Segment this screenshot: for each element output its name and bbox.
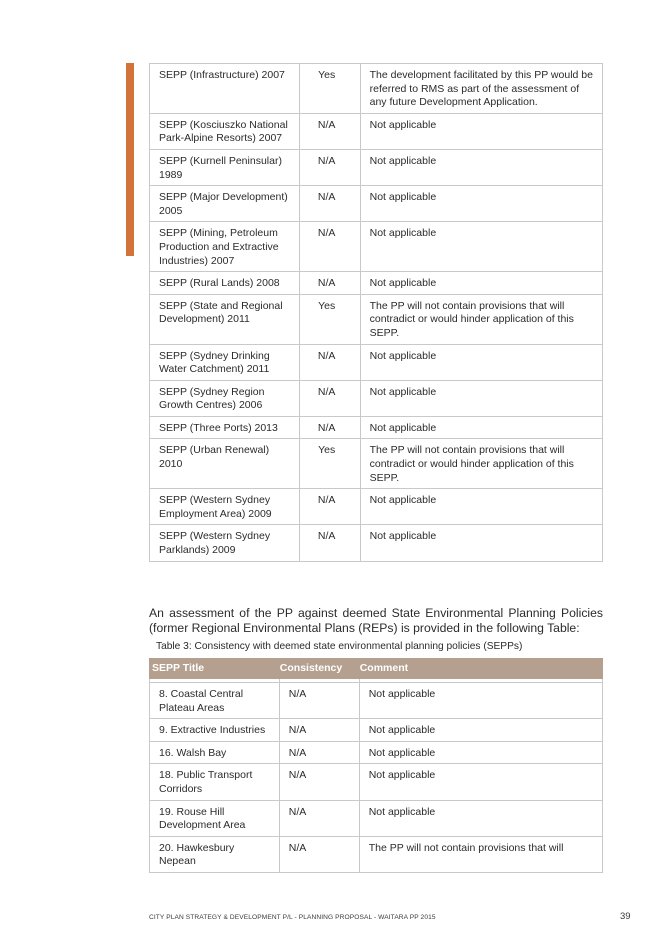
policy-cell: SEPP (Major Development) 2005 (150, 186, 300, 222)
table-row (150, 222, 603, 272)
comment-cell: Not applicable (360, 113, 602, 149)
policy-cell: 16. Walsh Bay (150, 741, 280, 764)
table-row (150, 764, 603, 800)
policy-cell: SEPP (Kurnell Peninsular) 1989 (150, 149, 300, 185)
consistency-cell: N/A (299, 272, 360, 295)
table-row (150, 416, 603, 439)
consistency-cell: Yes (299, 439, 360, 489)
comment-cell: Not applicable (359, 800, 602, 836)
comment-cell: Not applicable (360, 380, 602, 416)
sepp-consistency-table (149, 63, 603, 562)
table-row (150, 683, 603, 719)
table-row (150, 525, 603, 561)
policy-cell: SEPP (Sydney Region Growth Centres) 2006 (150, 380, 300, 416)
table-row (150, 64, 603, 114)
policy-cell: SEPP (Infrastructure) 2007 (150, 64, 300, 114)
table-row (150, 489, 603, 525)
comment-cell: The development facilitated by this PP would be referred to RMS as part of the assessment of any future Development Application. (360, 64, 602, 114)
table-row (150, 186, 603, 222)
assessment-paragraph: An assessment of the PP against deemed State Environmental Planning Policies (former Regional Environmental Plans (REPs) is provided in the following Table: (149, 606, 603, 636)
comment-cell: The PP will not contain provisions that will contradict or would hinder application of this SEPP. (360, 439, 602, 489)
policy-cell: SEPP (Western Sydney Employment Area) 2009 (150, 489, 300, 525)
consistency-cell: N/A (279, 764, 359, 800)
deemed-sepp-table (149, 658, 603, 873)
comment-cell: Not applicable (359, 764, 602, 800)
comment-cell: Not applicable (360, 186, 602, 222)
table-row (150, 439, 603, 489)
header-comment: Comment (359, 659, 602, 679)
consistency-cell: N/A (279, 683, 359, 719)
policy-cell: 20. Hawkesbury Nepean (150, 836, 280, 872)
policy-cell: SEPP (Western Sydney Parklands) 2009 (150, 525, 300, 561)
table-row (150, 380, 603, 416)
policy-cell: SEPP (State and Regional Development) 2011 (150, 294, 300, 344)
comment-cell: The PP will not contain provisions that will (359, 836, 602, 872)
consistency-cell: N/A (299, 344, 360, 380)
consistency-cell: N/A (299, 525, 360, 561)
comment-cell: Not applicable (360, 525, 602, 561)
consistency-cell: Yes (299, 64, 360, 114)
table-header-row (150, 659, 603, 679)
policy-cell: SEPP (Sydney Drinking Water Catchment) 2011 (150, 344, 300, 380)
consistency-cell: N/A (279, 800, 359, 836)
table-row (150, 719, 603, 742)
consistency-cell: N/A (299, 186, 360, 222)
comment-cell: Not applicable (360, 489, 602, 525)
table-caption: Table 3: Consistency with deemed state environmental planning policies (SEPPs) (156, 641, 523, 652)
section-accent-bar (126, 63, 134, 256)
comment-cell: Not applicable (360, 222, 602, 272)
page-footer: CITY PLAN STRATEGY & DEVELOPMENT P/L - PLANNING PROPOSAL - WAITARA PP 2015 (149, 914, 436, 921)
table-row (150, 149, 603, 185)
consistency-cell: N/A (279, 836, 359, 872)
policy-cell: SEPP (Kosciuszko National Park-Alpine Resorts) 2007 (150, 113, 300, 149)
table-row (150, 272, 603, 295)
consistency-cell: N/A (299, 380, 360, 416)
consistency-cell: N/A (299, 416, 360, 439)
comment-cell: Not applicable (359, 683, 602, 719)
table-row (150, 344, 603, 380)
comment-cell: Not applicable (360, 416, 602, 439)
consistency-cell: N/A (299, 149, 360, 185)
policy-cell: SEPP (Rural Lands) 2008 (150, 272, 300, 295)
comment-cell: The PP will not contain provisions that will contradict or would hinder application of this SEPP. (360, 294, 602, 344)
table-row (150, 800, 603, 836)
comment-cell: Not applicable (360, 344, 602, 380)
policy-cell: 8. Coastal Central Plateau Areas (150, 683, 280, 719)
table-row (150, 294, 603, 344)
page-number: 39 (620, 911, 631, 922)
comment-cell: Not applicable (360, 149, 602, 185)
policy-cell: SEPP (Urban Renewal) 2010 (150, 439, 300, 489)
policy-cell: SEPP (Three Ports) 2013 (150, 416, 300, 439)
header-sepp-title: SEPP Title (150, 659, 280, 679)
policy-cell: 19. Rouse Hill Development Area (150, 800, 280, 836)
table-row (150, 836, 603, 872)
consistency-cell: N/A (299, 222, 360, 272)
table-row (150, 113, 603, 149)
policy-cell: 18. Public Transport Corridors (150, 764, 280, 800)
comment-cell: Not applicable (360, 272, 602, 295)
comment-cell: Not applicable (359, 719, 602, 742)
consistency-cell: N/A (279, 741, 359, 764)
comment-cell: Not applicable (359, 741, 602, 764)
policy-cell: 9. Extractive Industries (150, 719, 280, 742)
consistency-cell: N/A (279, 719, 359, 742)
table-row (150, 741, 603, 764)
consistency-cell: N/A (299, 113, 360, 149)
policy-cell: SEPP (Mining, Petroleum Production and Extractive Industries) 2007 (150, 222, 300, 272)
consistency-cell: N/A (299, 489, 360, 525)
consistency-cell: Yes (299, 294, 360, 344)
header-consistency: Consistency (279, 659, 359, 679)
